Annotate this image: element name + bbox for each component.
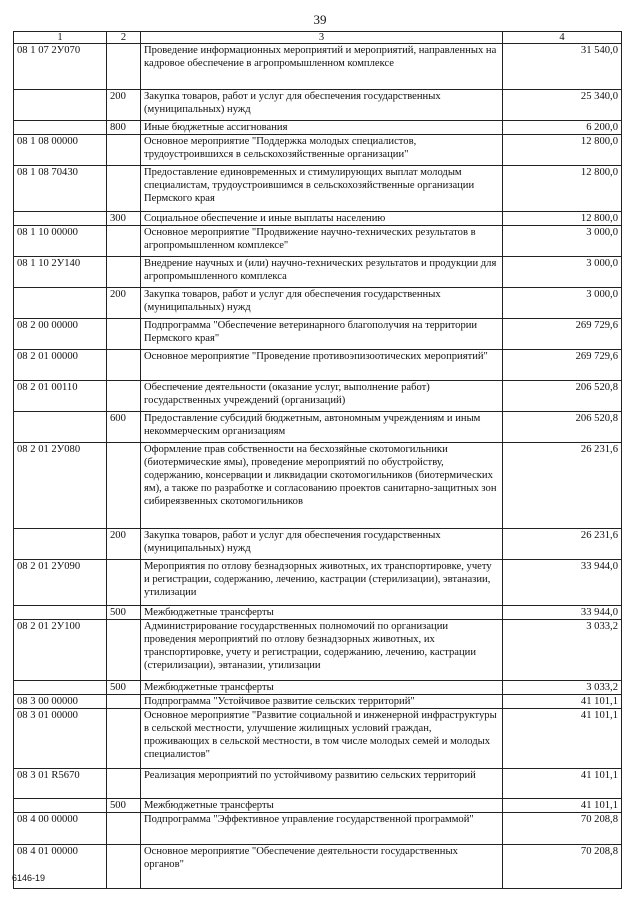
cell-amount: 3 000,0 (503, 288, 622, 319)
column-header-4: 4 (503, 32, 622, 44)
cell-classification-code: 08 4 01 00000 (14, 845, 107, 889)
cell-amount: 25 340,0 (503, 90, 622, 121)
table-row (14, 560, 622, 606)
cell-description: Мероприятия по отлову безнадзорных животных, их транспортировке, учету и регистрации, содержанию, лечению, кастрации (стерилизации), эвтаназии, утилизации (141, 560, 503, 606)
cell-expense-type (107, 620, 141, 681)
cell-description: Социальное обеспечение и иные выплаты населению (141, 212, 503, 226)
cell-amount: 206 520,8 (503, 381, 622, 412)
column-header-3: 3 (141, 32, 503, 44)
table-row (14, 813, 622, 845)
cell-amount: 12 800,0 (503, 166, 622, 212)
cell-expense-type: 200 (107, 529, 141, 560)
cell-amount: 33 944,0 (503, 560, 622, 606)
table-row (14, 44, 622, 90)
table-header-row (14, 32, 622, 44)
cell-classification-code: 08 1 07 2У070 (14, 44, 107, 90)
table-row (14, 135, 622, 166)
cell-expense-type: 200 (107, 90, 141, 121)
cell-classification-code (14, 606, 107, 620)
page-number: 39 (313, 12, 327, 27)
cell-classification-code: 08 1 08 70430 (14, 166, 107, 212)
column-header-1: 1 (14, 32, 107, 44)
cell-expense-type (107, 695, 141, 709)
cell-description: Оформление прав собственности на бесхозяйные скотомогильники (биотермические ямы), проведение мероприятий по обустройству, содержанию, консервации и ликвидации скотомогильников (биотермических ям), а также по разработке и согласованию проектов санитарно-защитных зон сибиреязвенных скотомогильников (141, 443, 503, 529)
cell-amount: 31 540,0 (503, 44, 622, 90)
cell-description: Закупка товаров, работ и услуг для обеспечения государственных (муниципальных) нужд (141, 90, 503, 121)
cell-classification-code (14, 412, 107, 443)
cell-expense-type (107, 560, 141, 606)
cell-classification-code: 08 2 01 2У080 (14, 443, 107, 529)
table-row (14, 90, 622, 121)
cell-expense-type (107, 381, 141, 412)
table-row (14, 681, 622, 695)
cell-description: Основное мероприятие "Продвижение научно-технических результатов в агропромышленном комплексе" (141, 226, 503, 257)
cell-classification-code: 08 4 00 00000 (14, 813, 107, 845)
cell-classification-code: 08 2 01 00000 (14, 350, 107, 381)
cell-description: Подпрограмма "Эффективное управление государственной программой" (141, 813, 503, 845)
cell-amount: 269 729,6 (503, 319, 622, 350)
cell-amount: 41 101,1 (503, 695, 622, 709)
cell-amount: 12 800,0 (503, 135, 622, 166)
cell-expense-type: 500 (107, 799, 141, 813)
cell-expense-type (107, 257, 141, 288)
table-row (14, 121, 622, 135)
cell-classification-code: 08 2 01 2У100 (14, 620, 107, 681)
table-row (14, 212, 622, 226)
cell-expense-type: 600 (107, 412, 141, 443)
cell-expense-type: 200 (107, 288, 141, 319)
cell-expense-type (107, 44, 141, 90)
cell-classification-code (14, 529, 107, 560)
cell-amount: 41 101,1 (503, 799, 622, 813)
table-row (14, 620, 622, 681)
table-row (14, 257, 622, 288)
cell-amount: 12 800,0 (503, 212, 622, 226)
table-row (14, 695, 622, 709)
cell-description: Межбюджетные трансферты (141, 799, 503, 813)
table-row (14, 166, 622, 212)
cell-expense-type (107, 350, 141, 381)
cell-classification-code: 08 3 00 00000 (14, 695, 107, 709)
cell-amount: 26 231,6 (503, 529, 622, 560)
table-row (14, 769, 622, 799)
cell-classification-code: 08 2 00 00000 (14, 319, 107, 350)
cell-description: Основное мероприятие "Проведение противоэпизоотических мероприятий" (141, 350, 503, 381)
cell-amount: 3 000,0 (503, 226, 622, 257)
cell-classification-code (14, 121, 107, 135)
cell-description: Основное мероприятие "Обеспечение деятельности государственных органов" (141, 845, 503, 889)
cell-classification-code (14, 799, 107, 813)
cell-description: Предоставление единовременных и стимулирующих выплат молодым специалистам, трудоустроившимся в сельскохозяйственные организации Пермского края (141, 166, 503, 212)
cell-amount: 206 520,8 (503, 412, 622, 443)
table-row (14, 412, 622, 443)
cell-expense-type (107, 769, 141, 799)
cell-description: Подпрограмма "Устойчивое развитие сельских территорий" (141, 695, 503, 709)
cell-amount: 6 200,0 (503, 121, 622, 135)
cell-expense-type: 500 (107, 606, 141, 620)
cell-expense-type (107, 813, 141, 845)
cell-classification-code (14, 90, 107, 121)
cell-description: Межбюджетные трансферты (141, 606, 503, 620)
cell-expense-type (107, 443, 141, 529)
cell-amount: 3 033,2 (503, 620, 622, 681)
cell-classification-code: 08 1 10 00000 (14, 226, 107, 257)
cell-description: Проведение информационных мероприятий и мероприятий, направленных на кадровое обеспечение в агропромышленном комплексе (141, 44, 503, 90)
cell-classification-code (14, 288, 107, 319)
cell-expense-type: 300 (107, 212, 141, 226)
cell-amount: 70 208,8 (503, 845, 622, 889)
table-row (14, 443, 622, 529)
footer-code: 6146-19 (12, 873, 46, 883)
column-header-2: 2 (107, 32, 141, 44)
cell-description: Обеспечение деятельности (оказание услуг, выполнение работ) государственных учреждений (организаций) (141, 381, 503, 412)
cell-classification-code (14, 212, 107, 226)
table-row (14, 226, 622, 257)
cell-expense-type (107, 319, 141, 350)
cell-description: Основное мероприятие "Развитие социальной и инженерной инфраструктуры в сельской местности, улучшение жилищных условий граждан, проживающих в сельской местности, в том числе молодых семей и молодых специалистов" (141, 709, 503, 769)
cell-description: Иные бюджетные ассигнования (141, 121, 503, 135)
cell-amount: 3 033,2 (503, 681, 622, 695)
cell-expense-type: 500 (107, 681, 141, 695)
cell-description: Закупка товаров, работ и услуг для обеспечения государственных (муниципальных) нужд (141, 529, 503, 560)
table-row (14, 319, 622, 350)
table-row (14, 381, 622, 412)
cell-classification-code: 08 2 01 2У090 (14, 560, 107, 606)
cell-description: Основное мероприятие "Поддержка молодых специалистов, трудоустроившихся в сельскохозяйственные организации" (141, 135, 503, 166)
cell-classification-code: 08 1 10 2У140 (14, 257, 107, 288)
table-row (14, 288, 622, 319)
cell-expense-type (107, 166, 141, 212)
cell-classification-code (14, 681, 107, 695)
table-row (14, 606, 622, 620)
cell-amount: 41 101,1 (503, 709, 622, 769)
budget-table (13, 31, 622, 889)
cell-expense-type (107, 845, 141, 889)
cell-description: Подпрограмма "Обеспечение ветеринарного благополучия на территории Пермского края" (141, 319, 503, 350)
cell-expense-type (107, 135, 141, 166)
table-row (14, 529, 622, 560)
cell-amount: 70 208,8 (503, 813, 622, 845)
cell-amount: 33 944,0 (503, 606, 622, 620)
cell-amount: 269 729,6 (503, 350, 622, 381)
cell-description: Межбюджетные трансферты (141, 681, 503, 695)
cell-expense-type: 800 (107, 121, 141, 135)
cell-description: Внедрение научных и (или) научно-технических результатов и продукции для агропромышленного комплекса (141, 257, 503, 288)
cell-amount: 26 231,6 (503, 443, 622, 529)
cell-expense-type (107, 709, 141, 769)
cell-classification-code: 08 1 08 00000 (14, 135, 107, 166)
cell-description: Предоставление субсидий бюджетным, автономным учреждениям и иным некоммерческим организациям (141, 412, 503, 443)
cell-classification-code: 08 2 01 00110 (14, 381, 107, 412)
table-row (14, 799, 622, 813)
cell-classification-code: 08 3 01 R5670 (14, 769, 107, 799)
table-row (14, 350, 622, 381)
cell-description: Закупка товаров, работ и услуг для обеспечения государственных (муниципальных) нужд (141, 288, 503, 319)
cell-amount: 3 000,0 (503, 257, 622, 288)
cell-amount: 41 101,1 (503, 769, 622, 799)
cell-classification-code: 08 3 01 00000 (14, 709, 107, 769)
cell-description: Реализация мероприятий по устойчивому развитию сельских территорий (141, 769, 503, 799)
cell-expense-type (107, 226, 141, 257)
table-row (14, 709, 622, 769)
cell-description: Администрирование государственных полномочий по организации проведения мероприятий по отлову безнадзорных животных, их транспортировке, учету и регистрации, содержанию, лечению, кастрации (стерилизации), эвтаназии, утилизации (141, 620, 503, 681)
table-body (14, 44, 622, 889)
table-row (14, 845, 622, 889)
